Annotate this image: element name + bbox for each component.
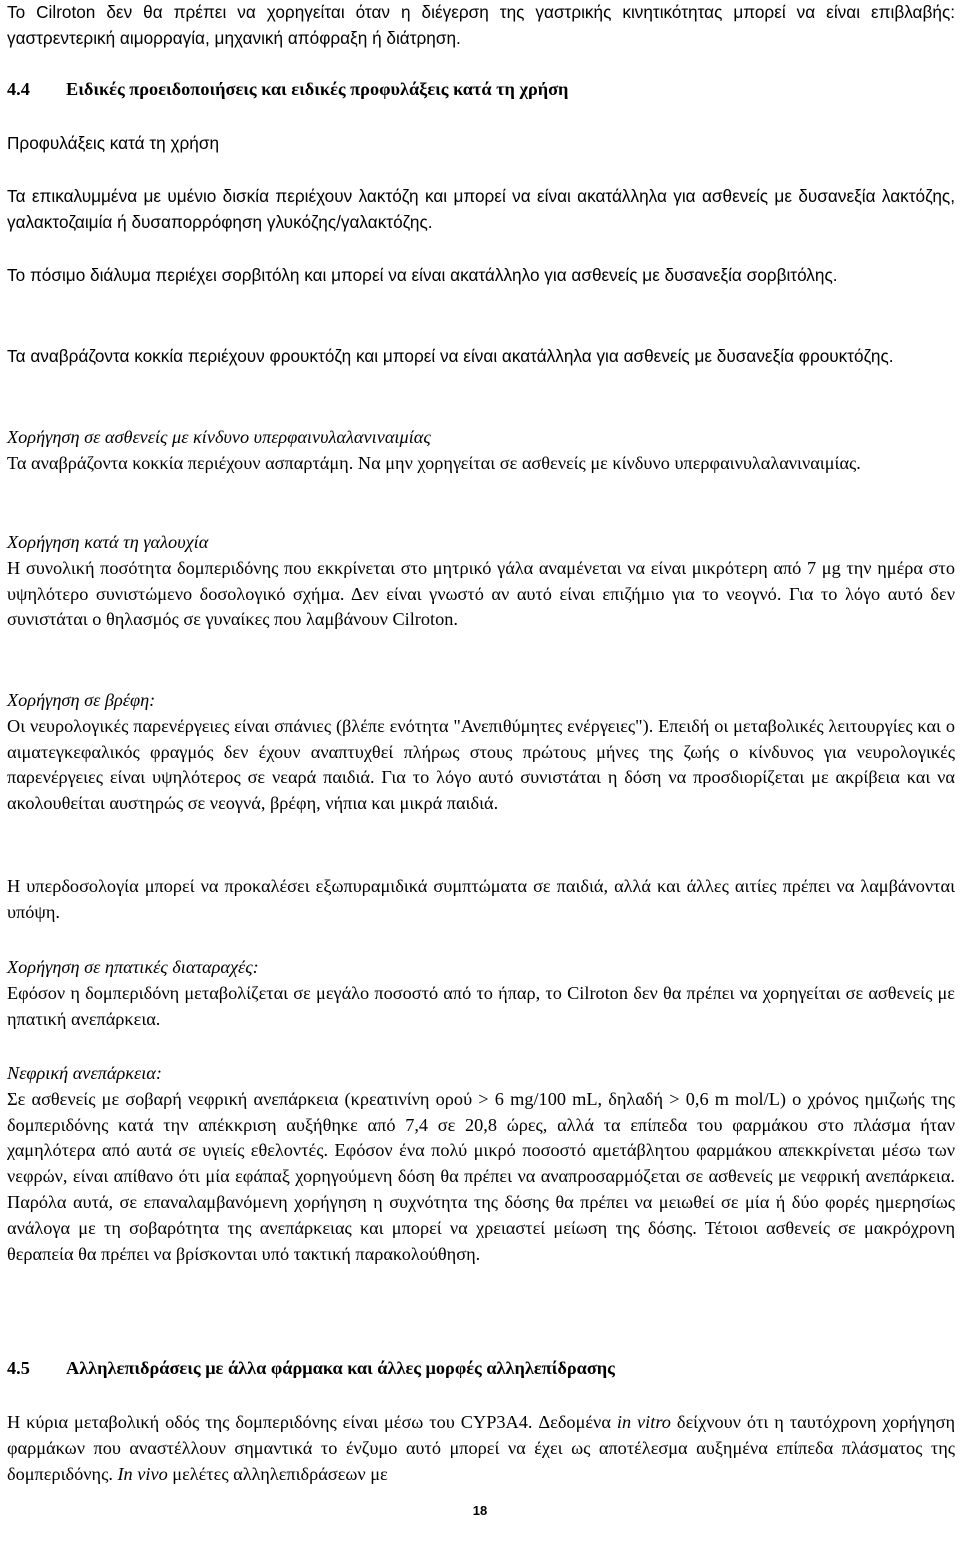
lactation-text: Η συνολική ποσότητα δομπεριδόνης που εκκρίνεται στο μητρικό γάλα αναμένεται να είναι μικρότερη από 7 μg την ημέρα στο υψηλότερο συνιστώμενο δοσολογικό σχήμα. Δεν είναι γνωστό αν αυτό είναι επιζήμιο για το νεογνό. Για το λόγο αυτό δεν συνιστάται ο θηλασμός σε γυναίκες που λαμβάνουν Cilroton.: [7, 557, 955, 630]
lactose-paragraph: Τα επικαλυμμένα με υμένιο δισκία περιέχουν λακτόζη και μπορεί να είναι ακατάλληλα για ασθενείς με δυσανεξία λακτόζης, γαλακτοζαιμία ή δυσαπορρόφηση γλυκόζης/γαλακτόζης.: [7, 186, 955, 232]
pku-heading: Χορήγηση σε ασθενείς με κίνδυνο υπερφαινυλαλανιναιμίας: [7, 427, 431, 447]
section-title: Αλληλεπιδράσεις με άλλα φάρμακα και άλλες μορφές αλληλεπίδρασης: [66, 1358, 615, 1378]
lactation-heading: Χορήγηση κατά τη γαλουχία: [7, 532, 209, 552]
renal-heading: Νεφρική ανεπάρκεια:: [7, 1063, 162, 1083]
infants-text: Οι νευρολογικές παρενέργειες είναι σπάνιες (βλέπε ενότητα "Ανεπιθύμητες ενέργειες"). Επειδή οι μεταβολικές λειτουργίες και ο αιματεγκεφαλικός φραγμός δεν έχουν αναπτυχθεί πλήρως στους πρώτους μήνες της ζωής ο κίνδυνος για νευρολογικές παρενέργειες είναι υψηλότερος σε νεαρά παιδιά. Για το λόγο αυτό συνιστάται η δόση να προσδιορίζεται με ακρίβεια και να ακολουθείται αυστηρώς σε νεογνά, βρέφη, νήπια και μικρά παιδιά.: [7, 715, 955, 814]
contraindication-paragraph: To Cilroton δεν θα πρέπει να χορηγείται όταν η διέγερση της γαστρικής κινητικότητας μπορεί να είναι επιβλαβής: γαστρεντερική αιμορραγία, μηχανική απόφραξη ή διάτρηση.: [7, 2, 955, 48]
infants-heading: Χορήγηση σε βρέφη:: [7, 690, 156, 710]
cyp-text-a: Η κύρια μεταβολική οδός της δομπεριδόνης είναι μέσω του CYP3A4. Δεδομένα: [7, 1412, 617, 1432]
cyp-text-c: μελέτες αλληλεπιδράσεων με: [167, 1463, 388, 1484]
renal-section: [7, 1061, 955, 1267]
section-title: Ειδικές προειδοποιήσεις και ειδικές προφυλάξεις κατά τη χρήση: [66, 79, 569, 99]
hepatic-section: [7, 955, 955, 1032]
hepatic-text: Εφόσον η δομπεριδόνη μεταβολίζεται σε μεγάλο ποσοστό από το ήπαρ, το Cilroton δεν θα πρέπει να χορηγείται σε ασθενείς με ηπατική ανεπάρκεια.: [7, 982, 955, 1029]
hepatic-heading: Χορήγηση σε ηπατικές διαταραχές:: [7, 957, 259, 977]
section-number: 4.4: [7, 79, 30, 99]
section-number: 4.5: [7, 1358, 30, 1378]
in-vivo-term: In vivo: [117, 1463, 168, 1484]
infants-section: [7, 688, 955, 817]
sorbitol-paragraph: Το πόσιμο διάλυμα περιέχει σορβιτόλη και μπορεί να είναι ακατάλληλο για ασθενείς με δυσανεξία σορβιτόλης.: [7, 265, 838, 285]
precautions-label: Προφυλάξεις κατά τη χρήση: [7, 133, 220, 153]
lactation-section: [7, 530, 955, 633]
page-number: 18: [472, 1503, 488, 1518]
section-heading-4-4: [7, 77, 955, 103]
cyp-paragraph: [7, 1410, 955, 1487]
renal-text: Σε ασθενείς με σοβαρή νεφρική ανεπάρκεια (κρεατινίνη ορού > 6 mg/100 mL, δηλαδή > 0,6 m mol/L) ο χρόνος ημιζωής της δομπεριδόνης κατά την απέκκριση αυξήθηκε από 7,4 σε 20,8 ώρες, αλλά τα επίπεδα του φαρμάκου στο πλάσμα ήταν χαμηλότερα από αυτά σε υγιείς εθελοντές. Εφόσον ένα πολύ μικρό ποσοστό αμετάβλητου φαρμάκου απεκκρίνεται μέσω των νεφρών, είναι απίθανο ότι μία εφάπαξ χορηγούμενη δόση θα πρέπει να αναπροσαρμόζεται σε ασθενείς με νεφρική ανεπάρκεια. Παρόλα αυτά, σε επαναλαμβανόμενη χορήγηση η συχνότητα της δόσης θα πρέπει να μειωθεί σε μία ή δύο φορές ημερησίως ανάλογα με τη σοβαρότητα της ανεπάρκειας και μπορεί να χρειαστεί μείωση της δόσης. Τέτοιοι ασθενείς σε μακρόχρονη θεραπεία θα πρέπει να βρίσκονται υπό τακτική παρακολούθηση.: [7, 1088, 955, 1264]
section-heading-4-5: [7, 1356, 955, 1382]
fructose-paragraph: Τα αναβράζοντα κοκκία περιέχουν φρουκτόζη και μπορεί να είναι ακατάλληλα για ασθενείς με δυσανεξία φρουκτόζης.: [7, 346, 894, 366]
overdose-paragraph: Η υπερδοσολογία μπορεί να προκαλέσει εξωπυραμιδικά συμπτώματα σε παιδιά, αλλά και άλλες αιτίες πρέπει να λαμβάνονται υπόψη.: [7, 876, 955, 922]
in-vitro-term: in vitro: [616, 1412, 671, 1432]
cyp-text-b: δείχνουν ότι η ταυτόχρονη χορήγηση φαρμάκων που αναστέλλουν σημαντικά το ένζυμο αυτό μπορεί να έχει ως αποτέλεσμα αυξημένα επίπεδα πλάσματος της δομπεριδόνης.: [7, 1412, 956, 1484]
pku-text: Τα αναβράζοντα κοκκία περιέχουν ασπαρτάμη. Να μην χορηγείται σε ασθενείς με κίνδυνο υπερφαινυλαλανιναιμίας.: [7, 452, 861, 473]
pku-section: [7, 425, 955, 477]
